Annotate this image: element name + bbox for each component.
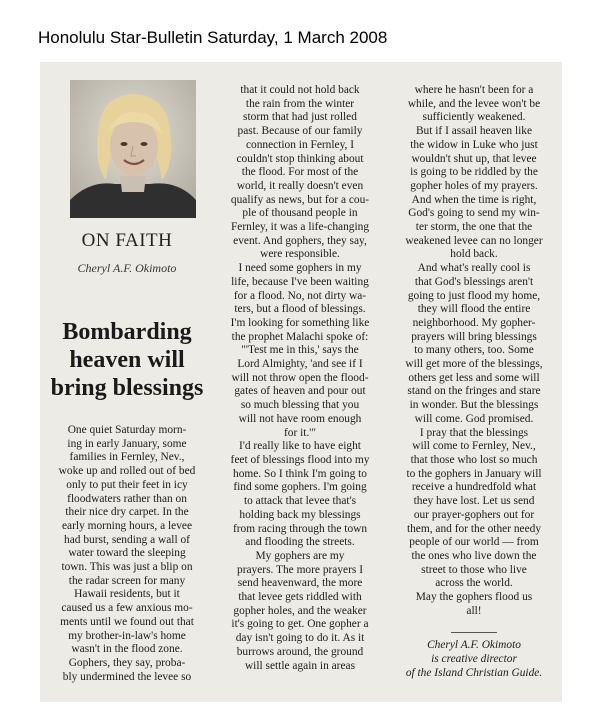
text-line: will come to Fernley, Nev., [412, 440, 536, 453]
byline: Cheryl A.F. Okimoto [77, 261, 177, 275]
text-line: Fernley, it was a life-changing [230, 221, 370, 234]
author-photo [70, 80, 196, 218]
text-line: ter storm, the one that the [415, 221, 533, 234]
text-line: for it.'" [283, 426, 316, 439]
text-line: But if I assail heaven like [415, 125, 533, 138]
text-line: Gophers, they say, proba- [68, 656, 186, 669]
text-line: neighborhood. My gopher- [412, 316, 536, 329]
text-line: to many others, too. Some [414, 344, 534, 357]
text-line: prayers will bring blessings [411, 330, 537, 343]
text-line: that those who lost so much [410, 453, 538, 466]
article-body-col2 [216, 84, 384, 673]
headline [46, 318, 208, 402]
text-line: storm that had just rolled [243, 111, 357, 124]
text-line: stand on the fringes and stare [407, 385, 541, 398]
text-line: my brother-in-law's home [68, 629, 186, 642]
text-line: they will flood the entire [417, 303, 531, 316]
text-line: And what's really cool is [417, 262, 531, 275]
text-line: street to those who live [421, 563, 527, 576]
text-line: Lord Almighty, 'and see if I [237, 358, 363, 371]
text-line: find some gophers. I'm going [233, 481, 367, 494]
text-line: will not throw open the flood- [231, 371, 369, 384]
text-line: send heavenward, the more [237, 577, 363, 590]
text-line: wasn't in the flood zone. [71, 643, 183, 656]
text-line: others get less and some will [408, 371, 540, 384]
text-line: that it could not hold back [240, 84, 360, 96]
text-line: only to put their feet in icy [66, 478, 188, 491]
text-line: I'd really like to have eight [239, 440, 361, 453]
text-line: so much blessing that you [240, 399, 360, 412]
text-line: day isn't going to do it. As it [235, 632, 365, 645]
text-line: One quiet Saturday morn- [67, 424, 187, 436]
text-line: woke up and rolled out of bed [58, 465, 196, 478]
text-line: in wonder. But the blessings [409, 399, 539, 412]
text-line: holding back my blessings [239, 508, 361, 521]
text-line: for a flood. No, not dirty wa- [233, 289, 367, 302]
text-line: from racing through the town [232, 522, 368, 535]
text-line: hold back. [450, 248, 498, 261]
text-line: God's going to send my win- [408, 207, 540, 220]
text-line: were responsible. [260, 248, 340, 261]
text-line: to attack that levee that's [243, 495, 357, 508]
text-line: gopher holes, and the weaker [233, 604, 367, 617]
text-line: people of our world — from [409, 536, 539, 549]
author-bio: Cheryl A.F. Okimoto [427, 639, 521, 652]
text-line: will not have room enough [238, 412, 362, 425]
text-line: ple of thousand people in [242, 207, 358, 220]
text-line: will get more of the blessings, [405, 358, 543, 371]
text-line: while, and the levee won't be [407, 97, 541, 110]
text-line: our prayer-gophers out for [413, 508, 535, 521]
headline-line: Bombarding [62, 319, 192, 345]
text-line: prayers. The more prayers I [237, 563, 363, 576]
text-line: Hawaii residents, but it [74, 588, 180, 601]
text-line: ing in early January, some [67, 437, 187, 450]
text-line: I'm looking for something like [230, 316, 370, 329]
text-line: families in Fernley, Nev., [69, 451, 185, 464]
text-line: bly undermined the levee so [62, 670, 192, 683]
text-line: town. This was just a blip on [61, 561, 193, 574]
text-line: all! [466, 604, 482, 617]
text-line: past. Because of our family [237, 125, 363, 138]
text-line: across the world. [435, 577, 513, 590]
text-line: ters, but a flood of blessings. [234, 303, 366, 316]
text-line: their nice dry carpet. In the [65, 506, 189, 519]
text-line: world, it really doesn't even [236, 179, 364, 192]
text-line: I pray that the blessings [419, 426, 529, 439]
text-line: ments until we found out that [60, 615, 194, 628]
text-line: the widow in Luke who just [410, 138, 538, 151]
newspaper-clipping [40, 62, 562, 702]
text-line: caused us a few anxious mo- [61, 602, 193, 615]
text-line: home. So I think I'm going to [233, 467, 367, 480]
text-line: qualify as news, but for a cou- [230, 193, 370, 206]
text-line: wouldn't shut up, that levee [411, 152, 537, 165]
text-line: floodwaters rather than on [67, 492, 187, 505]
text-line: the rain from the winter [245, 97, 355, 110]
text-line: My gophers are my [255, 549, 345, 562]
article-body-col1 [46, 424, 208, 684]
text-line: water toward the sleeping [68, 547, 186, 560]
text-line: going to just flood my home, [407, 289, 541, 302]
text-line: connection in Fernley, I [245, 138, 355, 151]
text-line: the prophet Malachi spoke of: [231, 330, 369, 343]
text-line: the radar screen for many [68, 574, 186, 587]
text-line: event. And gophers, they say, [233, 234, 367, 247]
text-line: sufficiently weakened. [422, 111, 526, 124]
text-line: them, and for the other needy [406, 522, 542, 535]
text-line: gates of heaven and pour out [234, 385, 366, 398]
headline-line: heaven will [69, 347, 185, 373]
text-line: the flood. For most of the [241, 166, 359, 179]
text-line: to the gophers in January will [406, 467, 542, 480]
text-line: will settle again in areas [244, 659, 356, 672]
text-line: it's going to get. One gopher a [231, 618, 369, 631]
text-line: that God's blessings aren't [414, 275, 534, 288]
text-line: I need some gophers in my [238, 262, 362, 275]
divider-rule [451, 632, 497, 633]
text-line: And when the time is right, [411, 193, 537, 206]
text-line: May the gophers flood us [415, 591, 533, 604]
text-line: weakened levee can no longer [405, 234, 543, 247]
text-line: the ones who live down the [411, 549, 537, 562]
text-line: that levee gets riddled with [238, 591, 362, 604]
text-line: life, because I've been waiting [231, 275, 369, 288]
text-line: will come. God promised. [414, 412, 534, 425]
text-line: is going to be riddled by the [410, 166, 538, 179]
text-line: they have lost. Let us send [413, 495, 535, 508]
text-line: receive a hundredfold what [411, 481, 537, 494]
headline-line: bring blessings [50, 375, 204, 401]
text-line: had burst, sending a wall of [64, 533, 190, 546]
text-line: couldn't stop thinking about [236, 152, 364, 165]
author-bio: is creative director [431, 653, 517, 666]
text-line: where he hasn't been for a [414, 84, 534, 96]
text-line: early morning hours, a levee [62, 519, 192, 532]
text-line: "'Test me in this,' says the [241, 344, 359, 357]
author-bio: of the Island Christian Guide. [405, 666, 543, 679]
text-line: feet of blessings flood into my [230, 453, 370, 466]
text-line: gopher holes of my prayers. [410, 179, 538, 192]
text-line: and flooding the streets. [245, 536, 355, 549]
page-header: Honolulu Star-Bulletin Saturday, 1 March 2008 [38, 28, 388, 47]
article-body-col3 [390, 84, 558, 681]
text-line: burrows around, the ground [236, 645, 364, 658]
column-kicker: ON FAITH [81, 230, 173, 251]
